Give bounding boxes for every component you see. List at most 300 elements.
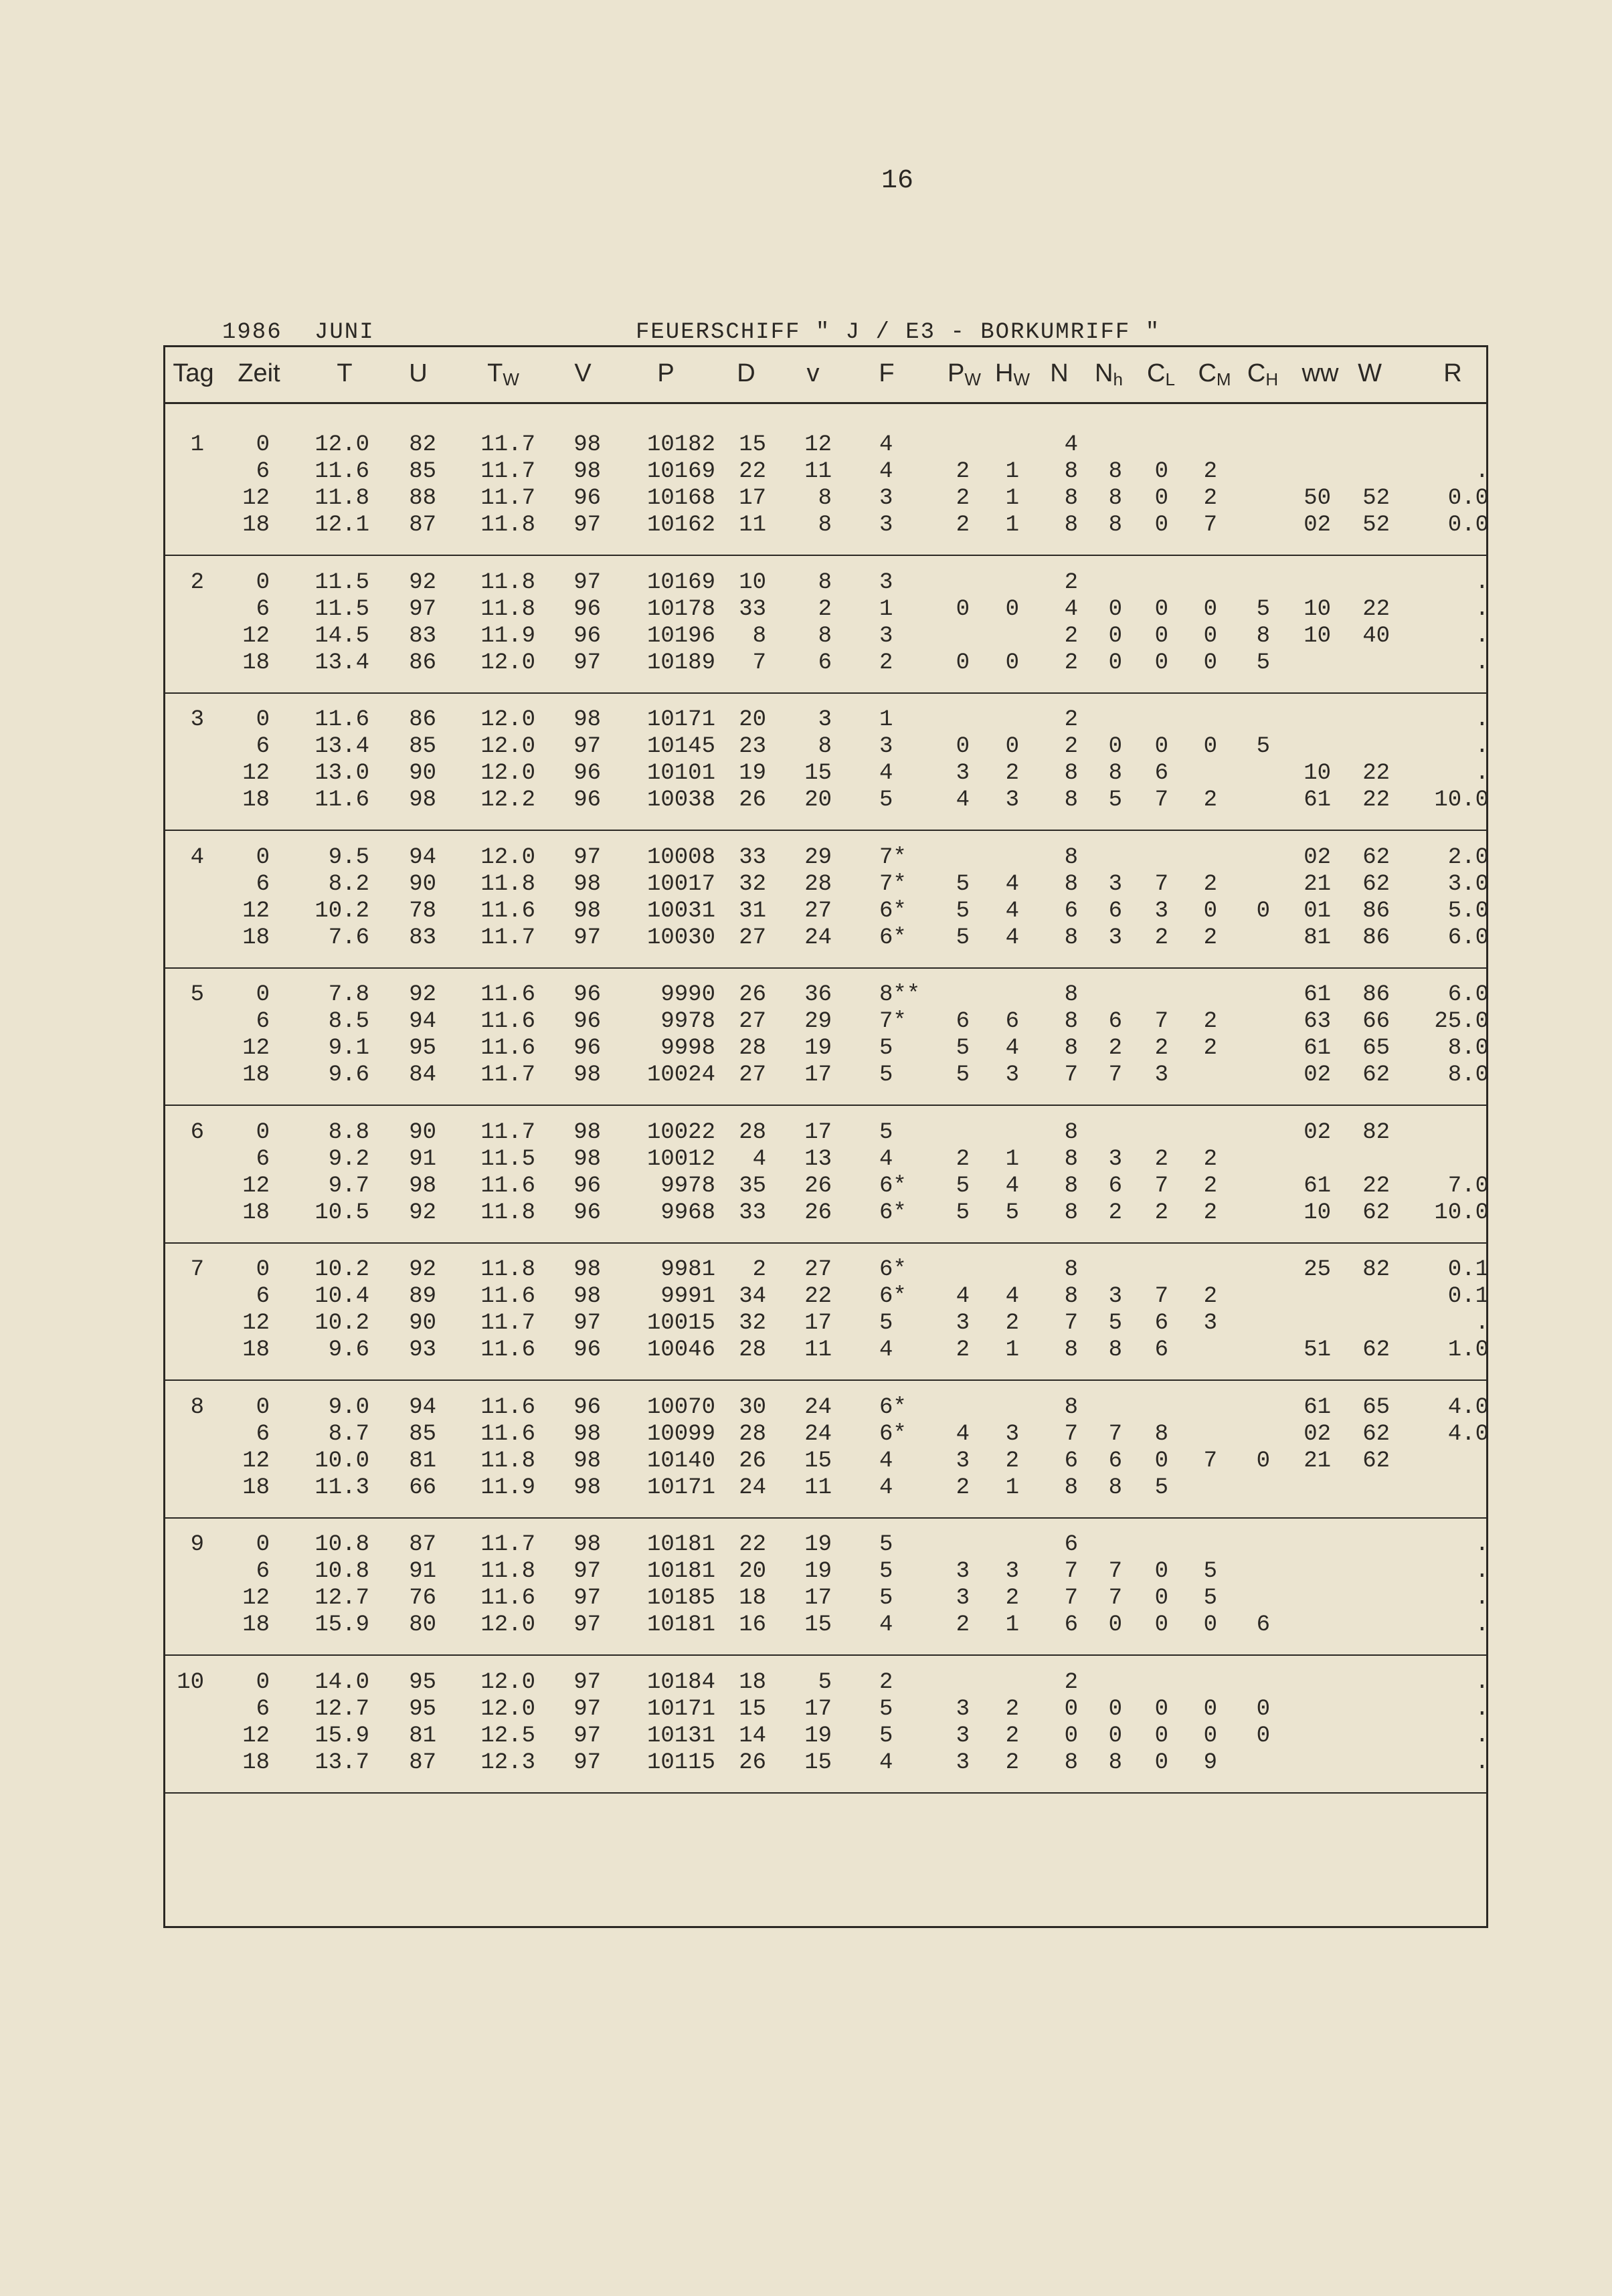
cell-f: 4	[879, 761, 893, 786]
cell-hw: 0	[1005, 734, 1019, 759]
cell-u: 80	[409, 1612, 436, 1638]
cell-v: 96	[573, 787, 601, 813]
cell-tw: 12.0	[480, 1696, 535, 1722]
cell-v: 98	[573, 871, 601, 897]
cell-t: 8.5	[328, 1009, 369, 1034]
cell-f: 7*	[879, 871, 907, 897]
table-row	[165, 733, 1489, 760]
cell-cm: 2	[1203, 1036, 1217, 1061]
header-month: JUNI	[315, 320, 375, 345]
cell-vv: 15	[804, 1612, 832, 1638]
cell-v: 97	[573, 569, 601, 595]
cell-nh: 2	[1108, 1036, 1122, 1061]
cell-tw: 12.5	[480, 1723, 535, 1749]
cell-zeit: 0	[256, 1394, 270, 1420]
cell-d: 14	[739, 1723, 766, 1749]
cell-hw: 2	[1005, 1586, 1019, 1611]
cell-d: 28	[739, 1119, 766, 1145]
cell-n: 2	[1064, 1669, 1078, 1695]
cell-f: 5	[879, 1036, 893, 1061]
cell-zeit: 18	[242, 925, 270, 951]
cell-cm: 7	[1203, 512, 1217, 538]
cell-cl: 0	[1154, 734, 1168, 759]
cell-vv: 8	[818, 569, 832, 595]
cell-n: 8	[1064, 1474, 1078, 1501]
header-divider	[165, 402, 1486, 404]
column-header-label: V	[574, 359, 592, 387]
cell-v: 98	[573, 1257, 601, 1282]
cell-u: 66	[409, 1474, 436, 1501]
day-separator	[165, 1517, 1486, 1519]
cell-vv: 17	[804, 1696, 832, 1722]
day-number: 7	[190, 1257, 204, 1282]
cell-nh: 3	[1108, 1284, 1122, 1309]
cell-d: 32	[739, 871, 766, 897]
cell-r: 0.0	[1447, 512, 1489, 538]
cell-v: 97	[573, 1696, 601, 1722]
cell-u: 87	[409, 1749, 436, 1776]
cell-vv: 24	[804, 1421, 832, 1447]
cell-n: 2	[1064, 707, 1078, 733]
column-header-label: R	[1443, 359, 1462, 387]
column-header-p	[657, 359, 674, 388]
cell-v: 98	[573, 1532, 601, 1557]
cell-u: 87	[409, 512, 436, 538]
cell-d: 26	[739, 1749, 766, 1776]
cell-zeit: 0	[256, 707, 270, 733]
cell-zeit: 6	[256, 459, 270, 484]
cell-cm: 0	[1203, 1696, 1217, 1722]
cell-pw: 4	[956, 787, 970, 813]
cell-v: 96	[573, 1337, 601, 1363]
cell-w: 52	[1362, 486, 1390, 511]
cell-pw: 2	[956, 512, 970, 538]
cell-d: 34	[739, 1284, 766, 1309]
cell-t: 13.4	[315, 734, 369, 759]
cell-cl: 8	[1154, 1421, 1168, 1447]
column-header-d	[737, 359, 755, 388]
cell-cm: 2	[1203, 486, 1217, 511]
cell-d: 15	[739, 1696, 766, 1722]
cell-v: 97	[573, 1311, 601, 1336]
column-header-r	[1443, 359, 1461, 388]
cell-nh: 6	[1108, 1448, 1122, 1474]
cell-vv: 17	[804, 1062, 832, 1088]
table-row	[165, 787, 1489, 814]
table-row	[165, 1146, 1486, 1173]
cell-d: 22	[739, 1532, 766, 1557]
cell-ww: 61	[1304, 787, 1331, 813]
cell-hw: 2	[1005, 761, 1019, 786]
cell-tw: 11.7	[480, 432, 535, 458]
cell-n: 7	[1064, 1559, 1078, 1584]
cell-f: 6*	[879, 1173, 907, 1199]
cell-n: 8	[1064, 1200, 1078, 1226]
cell-vv: 8	[818, 623, 832, 649]
cell-ch: 6	[1256, 1612, 1270, 1638]
cell-pw: 3	[956, 1559, 970, 1584]
cell-u: 95	[409, 1036, 436, 1061]
cell-t: 9.6	[328, 1062, 369, 1088]
cell-u: 87	[409, 1532, 436, 1557]
cell-t: 11.5	[315, 569, 369, 595]
cell-u: 98	[409, 787, 436, 813]
cell-cl: 0	[1154, 486, 1168, 511]
cell-w: 66	[1362, 1009, 1390, 1034]
cell-cm: 2	[1203, 1009, 1217, 1034]
column-header-label: H	[995, 359, 1014, 387]
cell-zeit: 6	[256, 1284, 270, 1309]
cell-d: 19	[739, 761, 766, 786]
cell-d: 33	[739, 844, 766, 870]
cell-vv: 17	[804, 1119, 832, 1145]
cell-tw: 12.0	[480, 650, 535, 676]
column-header-label: v	[806, 359, 820, 387]
cell-hw: 4	[1005, 1173, 1019, 1199]
cell-zeit: 18	[242, 1474, 270, 1501]
cell-zeit: 0	[256, 1257, 270, 1282]
cell-cm: 2	[1203, 787, 1217, 813]
cell-d: 22	[739, 459, 766, 484]
cell-vv: 8	[818, 486, 832, 511]
cell-tw: 11.6	[480, 1586, 535, 1611]
cell-v: 96	[573, 1200, 601, 1226]
cell-vv: 36	[804, 982, 832, 1008]
cell-tw: 11.6	[480, 898, 535, 924]
cell-d: 27	[739, 1062, 766, 1088]
cell-u: 85	[409, 734, 436, 759]
cell-cm: 2	[1203, 1284, 1217, 1309]
cell-f: 6*	[879, 1200, 907, 1226]
day-separator	[165, 1654, 1486, 1656]
cell-u: 86	[409, 650, 436, 676]
cell-vv: 15	[804, 761, 832, 786]
cell-tw: 12.0	[480, 844, 535, 870]
cell-t: 10.2	[315, 1311, 369, 1336]
cell-f: 4	[879, 1474, 893, 1501]
cell-zeit: 0	[256, 1119, 270, 1145]
cell-zeit: 12	[242, 1448, 270, 1474]
cell-cm: 9	[1203, 1749, 1217, 1776]
header-year: 1986	[222, 320, 282, 345]
cell-n: 8	[1064, 871, 1078, 897]
cell-p: 10024	[646, 1062, 715, 1088]
cell-p: 10184	[646, 1669, 715, 1695]
cell-vv: 11	[804, 1474, 832, 1501]
cell-cm: 0	[1203, 734, 1217, 759]
cell-hw: 2	[1005, 1448, 1019, 1474]
column-header-label: C	[1247, 359, 1266, 387]
cell-n: 2	[1064, 650, 1078, 676]
column-header-vv	[807, 359, 820, 388]
cell-ch: 0	[1256, 1723, 1270, 1749]
day-separator	[165, 1242, 1486, 1244]
cell-r: .	[1475, 734, 1489, 759]
cell-r: 1.0	[1447, 1337, 1489, 1363]
cell-v: 98	[573, 1421, 601, 1447]
cell-f: 2	[879, 1669, 893, 1695]
cell-f: 3	[879, 486, 893, 511]
cell-zeit: 6	[256, 596, 270, 622]
cell-w: 65	[1362, 1394, 1390, 1420]
day-separator	[165, 967, 1486, 969]
cell-tw: 11.6	[480, 1173, 535, 1199]
cell-d: 2	[752, 1257, 766, 1282]
cell-p: 10178	[646, 596, 715, 622]
table-row	[165, 485, 1489, 512]
cell-nh: 6	[1108, 1173, 1122, 1199]
cell-vv: 8	[818, 512, 832, 538]
cell-cl: 0	[1154, 1586, 1168, 1611]
cell-r: .	[1475, 1696, 1489, 1722]
cell-hw: 1	[1005, 486, 1019, 511]
cell-pw: 2	[956, 1146, 970, 1172]
cell-ww: 61	[1304, 1036, 1331, 1061]
cell-cl: 6	[1154, 1337, 1168, 1363]
cell-p: 10171	[646, 707, 715, 733]
cell-cm: 2	[1203, 1146, 1217, 1172]
cell-t: 7.6	[328, 925, 369, 951]
cell-d: 27	[739, 925, 766, 951]
table-row	[165, 432, 1486, 458]
cell-nh: 3	[1108, 925, 1122, 951]
cell-t: 13.7	[315, 1749, 369, 1776]
cell-tw: 11.5	[480, 1146, 535, 1172]
cell-pw: 2	[956, 1612, 970, 1638]
cell-u: 90	[409, 1311, 436, 1336]
cell-cl: 0	[1154, 623, 1168, 649]
column-header-label: ww	[1302, 359, 1339, 387]
column-header-subscript: L	[1165, 369, 1175, 389]
cell-nh: 8	[1108, 459, 1122, 484]
cell-n: 8	[1064, 1257, 1078, 1282]
column-header-tw	[487, 359, 519, 390]
column-header-label: Tag	[173, 359, 214, 387]
cell-p: 9978	[660, 1173, 715, 1199]
cell-zeit: 12	[242, 898, 270, 924]
cell-cm: 0	[1203, 596, 1217, 622]
cell-n: 8	[1064, 459, 1078, 484]
cell-cm: 2	[1203, 1200, 1217, 1226]
cell-cl: 7	[1154, 787, 1168, 813]
cell-nh: 8	[1108, 1337, 1122, 1363]
cell-n: 2	[1064, 734, 1078, 759]
cell-r: 8.0	[1447, 1036, 1489, 1061]
cell-t: 9.0	[328, 1394, 369, 1420]
cell-zeit: 18	[242, 650, 270, 676]
cell-vv: 12	[804, 432, 832, 458]
cell-w: 62	[1362, 1421, 1390, 1447]
cell-p: 9978	[660, 1009, 715, 1034]
cell-tw: 11.7	[480, 486, 535, 511]
cell-r: 0.1	[1447, 1284, 1489, 1309]
cell-nh: 7	[1108, 1559, 1122, 1584]
cell-f: 4	[879, 459, 893, 484]
cell-pw: 5	[956, 898, 970, 924]
cell-pw: 2	[956, 1474, 970, 1501]
cell-r: 10.0	[1434, 1200, 1489, 1226]
day-number: 9	[190, 1532, 204, 1557]
cell-hw: 2	[1005, 1749, 1019, 1776]
cell-n: 8	[1064, 761, 1078, 786]
column-header-label: N	[1050, 359, 1069, 387]
cell-r: 4.0	[1447, 1421, 1489, 1447]
cell-tw: 11.9	[480, 623, 535, 649]
table-row	[165, 1283, 1489, 1310]
cell-tw: 12.0	[480, 1612, 535, 1638]
cell-t: 8.8	[328, 1119, 369, 1145]
cell-tw: 11.6	[480, 1009, 535, 1034]
cell-tw: 11.6	[480, 1284, 535, 1309]
cell-hw: 1	[1005, 512, 1019, 538]
cell-pw: 2	[956, 486, 970, 511]
cell-hw: 6	[1005, 1009, 1019, 1034]
cell-n: 2	[1064, 569, 1078, 595]
cell-zeit: 12	[242, 1036, 270, 1061]
column-header-label: P	[948, 359, 965, 387]
cell-r: 10.0	[1434, 787, 1489, 813]
cell-nh: 8	[1108, 1474, 1122, 1501]
cell-cm: 2	[1203, 871, 1217, 897]
cell-f: 3	[879, 512, 893, 538]
cell-w: 22	[1362, 1173, 1390, 1199]
cell-ww: 81	[1304, 925, 1331, 951]
cell-p: 10162	[646, 512, 715, 538]
table-row	[165, 898, 1489, 925]
cell-f: 6*	[879, 925, 907, 951]
cell-ww: 10	[1304, 1200, 1331, 1226]
column-header-subscript: W	[503, 369, 519, 389]
cell-n: 8	[1064, 844, 1078, 870]
cell-cm: 0	[1203, 623, 1217, 649]
cell-n: 6	[1064, 898, 1078, 924]
cell-r: .	[1475, 569, 1489, 595]
column-header-n	[1050, 359, 1068, 388]
cell-d: 26	[739, 787, 766, 813]
cell-pw: 5	[956, 925, 970, 951]
cell-r: .	[1475, 1532, 1489, 1557]
cell-t: 8.7	[328, 1421, 369, 1447]
table-row	[165, 650, 1489, 676]
cell-zeit: 12	[242, 1586, 270, 1611]
cell-nh: 8	[1108, 486, 1122, 511]
column-header-subscript: W	[964, 369, 981, 389]
cell-tw: 11.7	[480, 1532, 535, 1557]
column-header-v	[574, 359, 591, 388]
cell-hw: 1	[1005, 1612, 1019, 1638]
column-header-subscript: H	[1265, 369, 1279, 389]
cell-w: 86	[1362, 982, 1390, 1008]
cell-d: 33	[739, 1200, 766, 1226]
cell-vv: 11	[804, 459, 832, 484]
cell-d: 32	[739, 1311, 766, 1336]
cell-v: 97	[573, 1586, 601, 1611]
cell-u: 82	[409, 432, 436, 458]
cell-vv: 3	[818, 707, 832, 733]
cell-hw: 1	[1005, 1474, 1019, 1501]
cell-f: 8**	[879, 982, 921, 1008]
cell-cl: 0	[1154, 1696, 1168, 1722]
cell-u: 85	[409, 459, 436, 484]
cell-u: 85	[409, 1421, 436, 1447]
cell-v: 98	[573, 1474, 601, 1501]
cell-p: 10171	[646, 1696, 715, 1722]
cell-hw: 1	[1005, 459, 1019, 484]
cell-zeit: 18	[242, 1062, 270, 1088]
cell-hw: 0	[1005, 650, 1019, 676]
cell-u: 94	[409, 844, 436, 870]
cell-hw: 4	[1005, 1284, 1019, 1309]
cell-p: 10169	[646, 459, 715, 484]
cell-pw: 3	[956, 1448, 970, 1474]
cell-cl: 0	[1154, 1559, 1168, 1584]
cell-w: 62	[1362, 871, 1390, 897]
cell-t: 12.7	[315, 1586, 369, 1611]
table-row	[165, 596, 1489, 623]
cell-n: 0	[1064, 1723, 1078, 1749]
cell-ww: 51	[1304, 1337, 1331, 1363]
cell-zeit: 18	[242, 1200, 270, 1226]
cell-t: 10.8	[315, 1532, 369, 1557]
table-row	[165, 844, 1489, 871]
cell-hw: 3	[1005, 1062, 1019, 1088]
day-separator	[165, 1792, 1486, 1794]
cell-ww: 10	[1304, 596, 1331, 622]
day-separator	[165, 1105, 1486, 1106]
cell-r: .	[1475, 1612, 1489, 1638]
cell-n: 8	[1064, 925, 1078, 951]
day-number: 3	[190, 707, 204, 733]
cell-u: 86	[409, 707, 436, 733]
cell-cl: 3	[1154, 1062, 1168, 1088]
cell-pw: 2	[956, 1337, 970, 1363]
cell-p: 10168	[646, 486, 715, 511]
cell-r: .	[1475, 623, 1489, 649]
cell-r: 0.0	[1447, 486, 1489, 511]
cell-cl: 7	[1154, 1173, 1168, 1199]
cell-t: 10.8	[315, 1559, 369, 1584]
cell-t: 10.2	[315, 898, 369, 924]
cell-tw: 11.8	[480, 1448, 535, 1474]
day-number: 10	[177, 1669, 204, 1695]
cell-w: 62	[1362, 1062, 1390, 1088]
cell-tw: 11.8	[480, 1257, 535, 1282]
column-header-cm	[1198, 359, 1231, 390]
cell-cl: 7	[1154, 871, 1168, 897]
cell-u: 89	[409, 1284, 436, 1309]
cell-p: 10196	[646, 623, 715, 649]
cell-nh: 7	[1108, 1421, 1122, 1447]
cell-vv: 19	[804, 1559, 832, 1584]
cell-vv: 28	[804, 871, 832, 897]
cell-n: 8	[1064, 787, 1078, 813]
column-header-label: F	[879, 359, 895, 387]
cell-vv: 26	[804, 1200, 832, 1226]
cell-ww: 21	[1304, 1448, 1331, 1474]
cell-t: 9.7	[328, 1173, 369, 1199]
cell-u: 81	[409, 1723, 436, 1749]
table-row	[165, 623, 1489, 650]
table-row	[165, 1749, 1489, 1776]
cell-t: 12.1	[315, 512, 369, 538]
cell-f: 7*	[879, 1009, 907, 1034]
cell-vv: 24	[804, 925, 832, 951]
cell-cm: 5	[1203, 1559, 1217, 1584]
cell-n: 4	[1064, 432, 1078, 458]
cell-zeit: 12	[242, 761, 270, 786]
cell-tw: 11.9	[480, 1474, 535, 1501]
cell-p: 10030	[646, 925, 715, 951]
